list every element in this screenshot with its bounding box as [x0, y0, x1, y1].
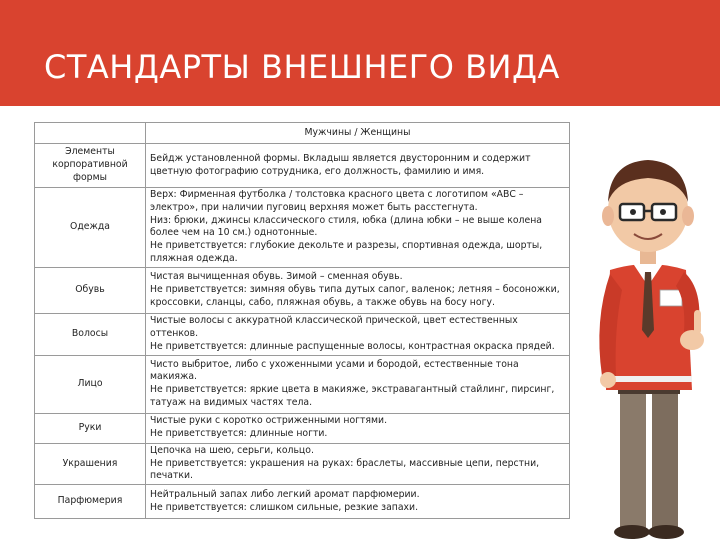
man-thumbs-up-illustration — [580, 140, 720, 540]
category-cell: Парфюмерия — [35, 485, 146, 519]
category-cell: Украшения — [35, 443, 146, 484]
table-header-row — [35, 123, 570, 144]
description-line: Не приветствуется: слишком сильные, резкие запахи. — [150, 501, 419, 513]
description-cell — [146, 355, 570, 413]
description-line: Чистые руки с коротко остриженными ногтями. — [150, 415, 388, 427]
table-row — [35, 443, 570, 484]
description-cell — [146, 144, 570, 188]
description-line: макияжа. — [150, 371, 197, 383]
description-cell — [146, 443, 570, 484]
description-line: печатки. — [150, 470, 194, 482]
description-line: Цепочка на шею, серьги, кольцо. — [150, 444, 314, 456]
table-row — [35, 144, 570, 188]
description-line: цветную фотографию сотрудника, его должность, фамилию и имя. — [150, 165, 485, 177]
category-cell: Лицо — [35, 355, 146, 413]
description-line: Чистая вычищенная обувь. Зимой – сменная обувь. — [150, 271, 403, 283]
description-line: оттенков. — [150, 327, 199, 339]
title-banner — [0, 0, 720, 106]
header-empty-cell — [35, 123, 146, 144]
description-line: пляжная одежда. — [150, 252, 238, 264]
table-row — [35, 413, 570, 443]
description-cell — [146, 413, 570, 443]
table-row — [35, 188, 570, 268]
table-body — [35, 144, 570, 519]
category-cell: Одежда — [35, 188, 146, 268]
description-line: Верх: Фирменная футболка / толстовка красного цвета с логотипом «АВС – — [150, 189, 524, 200]
description-line: Низ: брюки, джинсы классического стиля, юбка (длина юбки – не выше колена — [150, 214, 542, 226]
description-line: Не приветствуется: зимняя обувь типа дутых сапог, валенок; летняя – босоножки, — [150, 283, 560, 295]
table-row — [35, 485, 570, 519]
description-line: Чистые волосы с аккуратной классической прической, цвет естественных — [150, 315, 518, 327]
category-cell: Обувь — [35, 267, 146, 313]
table-row — [35, 313, 570, 355]
description-line: татуаж на видимых частях тела. — [150, 397, 313, 409]
description-cell — [146, 267, 570, 313]
description-cell — [146, 188, 570, 268]
description-line: Нейтральный запах либо легкий аромат парфюмерии. — [150, 488, 420, 500]
description-line: Чисто выбритое, либо с ухоженными усами и бородой, естественные тона — [150, 358, 519, 370]
description-line: Не приветствуется: длинные ногти. — [150, 428, 328, 440]
description-line: Не приветствуется: украшения на руках: браслеты, массивные цепи, перстни, — [150, 457, 540, 469]
table-row — [35, 355, 570, 413]
slide-title: СТАНДАРТЫ ВНЕШНЕГО ВИДА — [44, 48, 560, 86]
description-line: более чем на 10 см.) однотонные. — [150, 227, 318, 239]
category-cell: Руки — [35, 413, 146, 443]
category-cell: Элементы корпоративной формы — [35, 144, 146, 188]
description-line: Не приветствуется: яркие цвета в макияже, экстравагантный стайлинг, пирсинг, — [150, 384, 555, 396]
description-line: Не приветствуется: глубокие декольте и разрезы, спортивная одежда, шорты, — [150, 240, 543, 252]
table-row — [35, 267, 570, 313]
description-line: Бейдж установленной формы. Вкладыш является двусторонним и содержит — [150, 152, 531, 164]
header-gender-cell: Мужчины / Женщины — [146, 123, 570, 144]
description-line: кроссовки, сланцы, сабо, пляжная обувь, а также обувь на босу ногу. — [150, 296, 495, 308]
description-line: Не приветствуется: длинные распущенные волосы, контрастная окраска прядей. — [150, 340, 555, 352]
description-cell — [146, 485, 570, 519]
description-line: электро», при наличии пуговиц верхняя может быть расстегнута. — [150, 201, 478, 213]
appearance-standards-table — [34, 122, 570, 519]
category-cell: Волосы — [35, 313, 146, 355]
description-cell — [146, 313, 570, 355]
